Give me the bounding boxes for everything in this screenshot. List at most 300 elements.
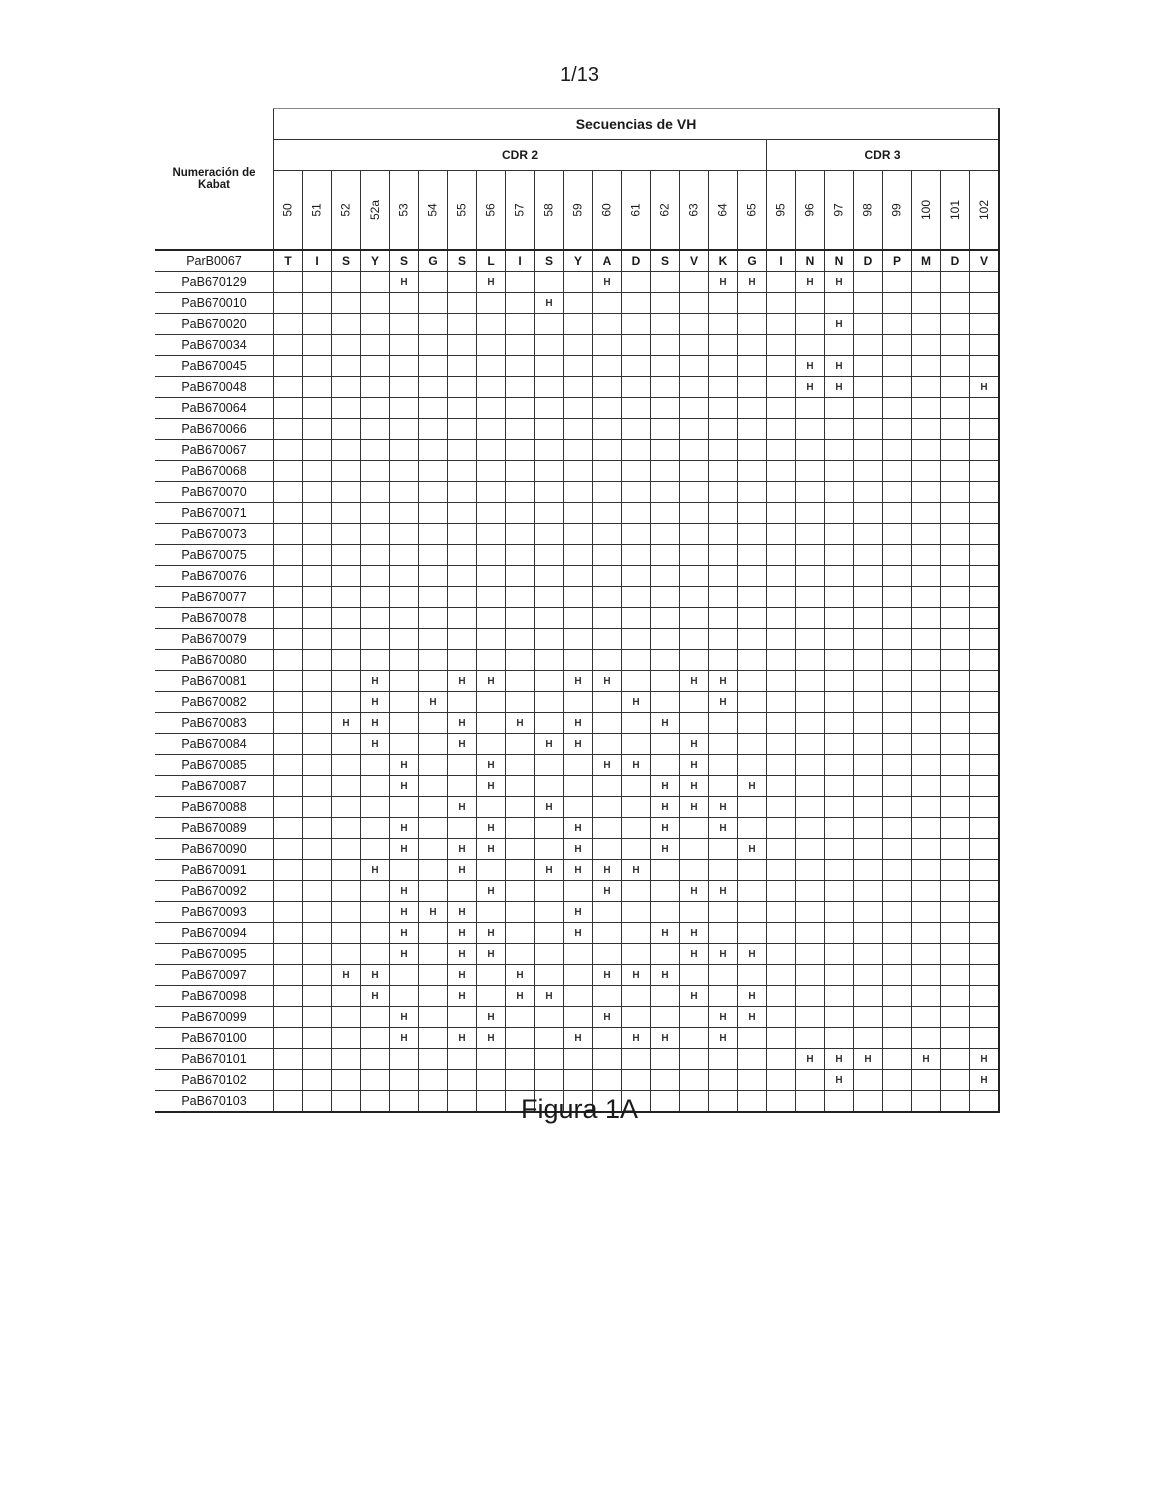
variant-cell <box>651 629 680 650</box>
variant-cell <box>767 1007 796 1028</box>
variant-cell <box>680 377 709 398</box>
variant-cell <box>854 377 883 398</box>
variant-cell <box>767 818 796 839</box>
variant-cell <box>448 272 477 293</box>
variant-cell <box>651 881 680 902</box>
variant-cell <box>332 398 361 419</box>
variant-cell <box>970 461 1000 482</box>
variant-cell <box>825 587 854 608</box>
kabat-position <box>593 171 622 251</box>
variant-cell <box>274 965 303 986</box>
variant-cell <box>825 398 854 419</box>
kabat-position <box>912 171 941 251</box>
variant-cell <box>361 587 390 608</box>
variant-cell <box>419 335 448 356</box>
kabat-position-label: 53 <box>396 203 411 217</box>
variant-cell <box>651 335 680 356</box>
variant-cell <box>767 482 796 503</box>
variant-name: PaB670078 <box>155 608 274 629</box>
variant-cell <box>709 755 738 776</box>
page-number: 1/13 <box>560 64 599 86</box>
reference-residue: A <box>593 250 622 272</box>
variant-cell <box>738 314 767 335</box>
variant-cell <box>477 734 506 755</box>
variant-cell <box>390 461 419 482</box>
variant-cell <box>477 503 506 524</box>
variant-cell <box>912 1028 941 1049</box>
figure-caption: Figura 1A <box>520 1094 639 1124</box>
variant-cell <box>622 1007 651 1028</box>
variant-cell <box>738 1070 767 1091</box>
variant-cell <box>274 272 303 293</box>
variant-cell <box>738 293 767 314</box>
histidine-mark: H <box>854 1049 883 1070</box>
variant-name: PaB670089 <box>155 818 274 839</box>
variant-cell <box>883 776 912 797</box>
variant-name: PaB670064 <box>155 398 274 419</box>
variant-cell <box>332 377 361 398</box>
variant-cell <box>361 419 390 440</box>
variant-cell <box>825 776 854 797</box>
variant-name: PaB670071 <box>155 503 274 524</box>
variant-cell <box>564 1070 593 1091</box>
variant-cell <box>825 524 854 545</box>
histidine-mark: H <box>970 1049 1000 1070</box>
variant-cell <box>854 713 883 734</box>
variant-cell <box>477 398 506 419</box>
kabat-position-label: 51 <box>309 203 324 217</box>
histidine-mark: H <box>564 713 593 734</box>
variant-cell <box>738 524 767 545</box>
variant-cell <box>912 1070 941 1091</box>
variant-cell <box>535 923 564 944</box>
kabat-position <box>535 171 564 251</box>
variant-cell <box>825 1028 854 1049</box>
variant-cell <box>796 734 825 755</box>
reference-residue: G <box>419 250 448 272</box>
variant-cell <box>564 314 593 335</box>
variant-cell <box>825 713 854 734</box>
histidine-mark: H <box>361 860 390 881</box>
variant-name: PaB670067 <box>155 440 274 461</box>
variant-cell <box>535 398 564 419</box>
variant-cell <box>825 608 854 629</box>
variant-cell <box>535 776 564 797</box>
variant-cell <box>419 629 448 650</box>
variant-cell <box>303 503 332 524</box>
variant-cell <box>506 776 535 797</box>
histidine-mark: H <box>361 986 390 1007</box>
variant-cell <box>796 776 825 797</box>
variant-name: PaB670090 <box>155 839 274 860</box>
histidine-mark: H <box>796 377 825 398</box>
variant-cell <box>738 629 767 650</box>
variant-cell <box>912 440 941 461</box>
variant-name: PaB670097 <box>155 965 274 986</box>
variant-cell <box>680 524 709 545</box>
variant-cell <box>709 377 738 398</box>
variant-cell <box>593 524 622 545</box>
variant-cell <box>854 881 883 902</box>
variant-cell <box>651 755 680 776</box>
variant-cell <box>622 629 651 650</box>
variant-cell <box>506 923 535 944</box>
variant-cell <box>854 1028 883 1049</box>
variant-cell <box>854 587 883 608</box>
variant-cell <box>796 419 825 440</box>
variant-cell <box>825 335 854 356</box>
variant-cell <box>622 482 651 503</box>
variant-cell <box>854 482 883 503</box>
variant-cell <box>912 650 941 671</box>
variant-cell <box>564 944 593 965</box>
variant-cell <box>767 923 796 944</box>
variant-cell <box>680 335 709 356</box>
variant-cell <box>941 377 970 398</box>
variant-cell <box>941 692 970 713</box>
histidine-mark: H <box>448 1028 477 1049</box>
variant-cell <box>883 503 912 524</box>
variant-cell <box>941 398 970 419</box>
reference-name: ParB0067 <box>155 250 274 272</box>
variant-cell <box>390 608 419 629</box>
variant-cell <box>767 671 796 692</box>
variant-cell <box>796 1028 825 1049</box>
variant-cell <box>883 944 912 965</box>
variant-cell <box>593 398 622 419</box>
kabat-position-label: 56 <box>483 203 498 217</box>
variant-cell <box>738 881 767 902</box>
variant-cell <box>854 461 883 482</box>
histidine-mark: H <box>361 734 390 755</box>
variant-cell <box>419 860 448 881</box>
variant-cell <box>477 587 506 608</box>
variant-cell <box>419 797 448 818</box>
variant-cell <box>970 356 1000 377</box>
variant-cell <box>651 1049 680 1070</box>
variant-cell <box>970 650 1000 671</box>
variant-cell <box>448 419 477 440</box>
variant-row <box>155 482 999 503</box>
variant-cell <box>535 965 564 986</box>
variant-cell <box>941 797 970 818</box>
variant-cell <box>825 902 854 923</box>
variant-cell <box>477 524 506 545</box>
histidine-mark: H <box>593 860 622 881</box>
histidine-mark: H <box>448 839 477 860</box>
variant-cell <box>274 293 303 314</box>
variant-cell <box>912 545 941 566</box>
variant-cell <box>970 587 1000 608</box>
variant-cell <box>883 377 912 398</box>
reference-residue: G <box>738 250 767 272</box>
variant-cell <box>651 461 680 482</box>
histidine-mark: H <box>825 377 854 398</box>
variant-cell <box>883 902 912 923</box>
variant-name: PaB670099 <box>155 1007 274 1028</box>
variant-cell <box>883 587 912 608</box>
variant-cell <box>506 797 535 818</box>
variant-cell <box>535 713 564 734</box>
variant-name: PaB670091 <box>155 860 274 881</box>
histidine-mark: H <box>680 734 709 755</box>
variant-cell <box>796 650 825 671</box>
variant-cell <box>970 776 1000 797</box>
variant-cell <box>651 734 680 755</box>
variant-name: PaB670101 <box>155 1049 274 1070</box>
variant-row <box>155 461 999 482</box>
variant-cell <box>564 398 593 419</box>
variant-cell <box>506 671 535 692</box>
variant-name: PaB670129 <box>155 272 274 293</box>
variant-cell <box>970 986 1000 1007</box>
variant-cell <box>912 461 941 482</box>
variant-cell <box>303 1070 332 1091</box>
table-title: Secuencias de VH <box>274 109 1000 140</box>
variant-cell <box>651 503 680 524</box>
variant-cell <box>767 1070 796 1091</box>
variant-cell <box>912 587 941 608</box>
histidine-mark: H <box>477 1028 506 1049</box>
kabat-position <box>448 171 477 251</box>
variant-cell <box>419 881 448 902</box>
variant-cell <box>883 461 912 482</box>
variant-cell <box>796 944 825 965</box>
variant-cell <box>332 314 361 335</box>
variant-cell <box>680 314 709 335</box>
histidine-mark: H <box>535 293 564 314</box>
variant-cell <box>303 1007 332 1028</box>
variant-cell <box>970 797 1000 818</box>
variant-cell <box>390 986 419 1007</box>
histidine-mark: H <box>651 818 680 839</box>
variant-cell <box>680 965 709 986</box>
variant-cell <box>390 692 419 713</box>
variant-cell <box>622 797 651 818</box>
variant-cell <box>332 1007 361 1028</box>
variant-cell <box>390 503 419 524</box>
variant-cell <box>303 671 332 692</box>
variant-cell <box>767 1049 796 1070</box>
variant-cell <box>680 650 709 671</box>
variant-cell <box>941 776 970 797</box>
kabat-position-label: 101 <box>948 199 962 221</box>
variant-cell <box>564 461 593 482</box>
variant-cell <box>332 860 361 881</box>
variant-cell <box>332 272 361 293</box>
variant-cell <box>796 524 825 545</box>
variant-row <box>155 377 999 398</box>
variant-cell <box>419 356 448 377</box>
variant-cell <box>477 419 506 440</box>
variant-cell <box>303 377 332 398</box>
variant-cell <box>274 839 303 860</box>
variant-cell <box>303 419 332 440</box>
variant-cell <box>622 356 651 377</box>
variant-cell <box>883 755 912 776</box>
variant-cell <box>477 335 506 356</box>
variant-cell <box>535 503 564 524</box>
variant-cell <box>883 650 912 671</box>
variant-cell <box>274 545 303 566</box>
variant-cell <box>825 440 854 461</box>
variant-cell <box>332 902 361 923</box>
variant-cell <box>564 608 593 629</box>
variant-cell <box>825 482 854 503</box>
variant-cell <box>680 398 709 419</box>
variant-cell <box>767 965 796 986</box>
variant-cell <box>506 461 535 482</box>
variant-cell <box>709 986 738 1007</box>
histidine-mark: H <box>680 944 709 965</box>
histidine-mark: H <box>477 1007 506 1028</box>
variant-cell <box>303 545 332 566</box>
histidine-mark: H <box>477 272 506 293</box>
histidine-mark: H <box>448 713 477 734</box>
variant-cell <box>448 608 477 629</box>
variant-cell <box>303 440 332 461</box>
variant-cell <box>477 860 506 881</box>
variant-cell <box>825 650 854 671</box>
variant-cell <box>883 524 912 545</box>
variant-cell <box>941 860 970 881</box>
reference-residue: I <box>506 250 535 272</box>
variant-cell <box>709 923 738 944</box>
variant-cell <box>535 839 564 860</box>
histidine-mark: H <box>448 797 477 818</box>
histidine-mark: H <box>564 860 593 881</box>
variant-cell <box>796 671 825 692</box>
variant-cell <box>738 650 767 671</box>
variant-cell <box>680 356 709 377</box>
variant-cell <box>506 1049 535 1070</box>
variant-cell <box>332 650 361 671</box>
variant-cell <box>477 314 506 335</box>
variant-cell <box>303 986 332 1007</box>
variant-cell <box>506 335 535 356</box>
variant-cell <box>448 545 477 566</box>
variant-name: PaB670077 <box>155 587 274 608</box>
histidine-mark: H <box>651 1028 680 1049</box>
variant-cell <box>738 755 767 776</box>
variant-cell <box>883 356 912 377</box>
kabat-position <box>564 171 593 251</box>
variant-cell <box>825 881 854 902</box>
variant-cell <box>332 923 361 944</box>
variant-cell <box>506 734 535 755</box>
variant-cell <box>506 293 535 314</box>
histidine-mark: H <box>593 1007 622 1028</box>
kabat-position-label: 57 <box>512 203 527 217</box>
kabat-position <box>680 171 709 251</box>
variant-cell <box>970 713 1000 734</box>
variant-cell <box>651 944 680 965</box>
variant-cell <box>593 713 622 734</box>
variant-cell <box>448 293 477 314</box>
variant-row <box>155 923 999 944</box>
kabat-position-label: 52 <box>338 203 353 217</box>
histidine-mark: H <box>622 692 651 713</box>
variant-cell <box>535 1049 564 1070</box>
vh-sequence-table <box>155 108 1000 1113</box>
variant-cell <box>912 797 941 818</box>
variant-cell <box>970 314 1000 335</box>
variant-cell <box>796 503 825 524</box>
variant-cell <box>622 335 651 356</box>
variant-cell <box>912 818 941 839</box>
variant-cell <box>796 608 825 629</box>
variant-cell <box>332 608 361 629</box>
histidine-mark: H <box>680 797 709 818</box>
variant-cell <box>796 293 825 314</box>
variant-cell <box>709 566 738 587</box>
variant-cell <box>390 398 419 419</box>
variant-cell <box>535 314 564 335</box>
variant-cell <box>883 314 912 335</box>
variant-cell <box>912 356 941 377</box>
variant-cell <box>970 734 1000 755</box>
histidine-mark: H <box>796 1049 825 1070</box>
reference-residue: D <box>854 250 883 272</box>
variant-cell <box>622 272 651 293</box>
variant-cell <box>419 419 448 440</box>
variant-cell <box>419 524 448 545</box>
variant-cell <box>274 755 303 776</box>
variant-cell <box>332 944 361 965</box>
variant-cell <box>825 671 854 692</box>
variant-cell <box>680 1049 709 1070</box>
variant-cell <box>390 335 419 356</box>
histidine-mark: H <box>390 923 419 944</box>
variant-name: PaB670103 <box>155 1091 274 1113</box>
variant-cell <box>941 335 970 356</box>
variant-cell <box>738 965 767 986</box>
variant-cell <box>912 335 941 356</box>
variant-cell <box>535 356 564 377</box>
variant-cell <box>796 398 825 419</box>
variant-cell <box>941 881 970 902</box>
histidine-mark: H <box>564 671 593 692</box>
variant-cell <box>419 587 448 608</box>
kabat-position-label: 98 <box>860 203 875 217</box>
variant-cell <box>303 839 332 860</box>
variant-cell <box>506 440 535 461</box>
variant-cell <box>970 482 1000 503</box>
variant-cell <box>825 629 854 650</box>
cdr-group-label: CDR 3 <box>767 140 1000 171</box>
variant-cell <box>651 440 680 461</box>
variant-cell <box>970 608 1000 629</box>
variant-cell <box>477 629 506 650</box>
histidine-mark: H <box>825 1070 854 1091</box>
variant-cell <box>419 545 448 566</box>
reference-residue: Y <box>564 250 593 272</box>
variant-cell <box>448 692 477 713</box>
histidine-mark: H <box>477 776 506 797</box>
variant-cell <box>564 272 593 293</box>
variant-cell <box>390 713 419 734</box>
variant-cell <box>796 839 825 860</box>
variant-cell <box>622 587 651 608</box>
variant-row <box>155 1028 999 1049</box>
histidine-mark: H <box>825 314 854 335</box>
variant-cell <box>738 1028 767 1049</box>
histidine-mark: H <box>419 902 448 923</box>
variant-cell <box>593 335 622 356</box>
variant-cell <box>535 881 564 902</box>
variant-cell <box>970 272 1000 293</box>
histidine-mark: H <box>912 1049 941 1070</box>
